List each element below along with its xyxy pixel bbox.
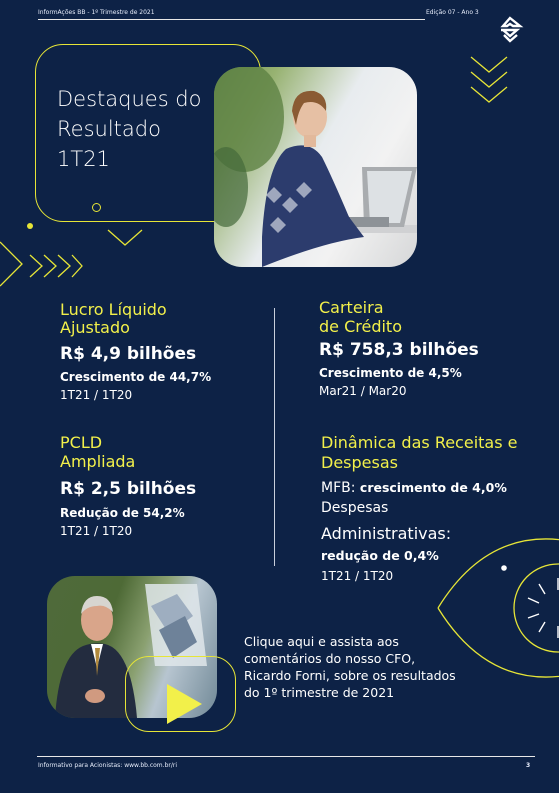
dinamica-period: 1T21 / 1T20: [321, 569, 394, 583]
lucro-value: R$ 4,9 bilhões: [60, 344, 197, 364]
carteira-value: R$ 758,3 bilhões: [319, 340, 479, 360]
arrow-right-icon: [0, 240, 26, 288]
video-text-line2: comentários do nosso CFO,: [244, 651, 416, 666]
header-left-text: InformAções BB - 1º Trimestre de 2021: [38, 9, 155, 16]
carteira-title-line2: de Crédito: [319, 317, 402, 336]
chevron-down-icon: [106, 228, 144, 248]
hero-title-line2: Resultado: [57, 117, 161, 141]
play-icon[interactable]: [164, 682, 204, 726]
dinamica-mfb-value: crescimento de 4,0%: [359, 480, 507, 495]
dinamica-desp-line2: Administrativas:: [321, 524, 452, 543]
lucro-detail: Crescimento de 44,7%: [60, 370, 212, 384]
dinamica-desp-value: redução de 0,4%: [321, 548, 439, 563]
video-link-text[interactable]: [244, 633, 456, 701]
dinamica-title-line1: Dinâmica das Receitas e: [321, 433, 518, 452]
hero-title-line1: Destaques do: [57, 87, 202, 111]
lucro-title-line1: Lucro Líquido: [60, 300, 167, 319]
pcld-period: 1T21 / 1T20: [60, 524, 133, 538]
dinamica-desp-line1: Despesas: [321, 500, 389, 516]
video-text-line1: Clique aqui e assista aos: [244, 634, 399, 649]
pcld-detail: Redução de 54,2%: [60, 506, 185, 520]
carteira-title-line1: Carteira: [319, 298, 384, 317]
chevrons-down-icon: [468, 55, 510, 107]
header-rule: [38, 19, 425, 20]
footer-left-text: Informativo para Acionistas: www.bb.com.br/ri: [38, 762, 177, 769]
carteira-detail: Crescimento de 4,5%: [319, 366, 462, 380]
lucro-period: 1T21 / 1T20: [60, 388, 133, 402]
header-right-text: Edição 07 - Ano 3: [426, 9, 479, 16]
pcld-title-line2: Ampliada: [60, 452, 136, 471]
carteira-period: Mar21 / Mar20: [319, 384, 407, 398]
dinamica-mfb-line: [321, 480, 507, 496]
chevrons-right-icon: [28, 253, 84, 279]
pcld-title-line1: PCLD: [60, 433, 103, 452]
lucro-title-line2: Ajustado: [60, 318, 130, 337]
pcld-value: R$ 2,5 bilhões: [60, 479, 197, 499]
dinamica-title-line2: Despesas: [321, 453, 398, 472]
small-circle-icon: [92, 203, 101, 212]
column-divider: [274, 308, 275, 566]
video-text-line4: do 1º trimestre de 2021: [244, 685, 395, 700]
video-text-line3: Ricardo Forni, sobre os resultados: [244, 668, 456, 683]
woman-laptop-photo: [214, 67, 417, 267]
dinamica-mfb-prefix: MFB:: [321, 480, 360, 496]
dot-icon: [27, 223, 33, 229]
footer-page-number: 3: [526, 762, 531, 769]
footer-rule: [37, 756, 535, 757]
bb-logo-icon: [495, 15, 525, 45]
hero-title-line3: 1T21: [57, 147, 110, 171]
